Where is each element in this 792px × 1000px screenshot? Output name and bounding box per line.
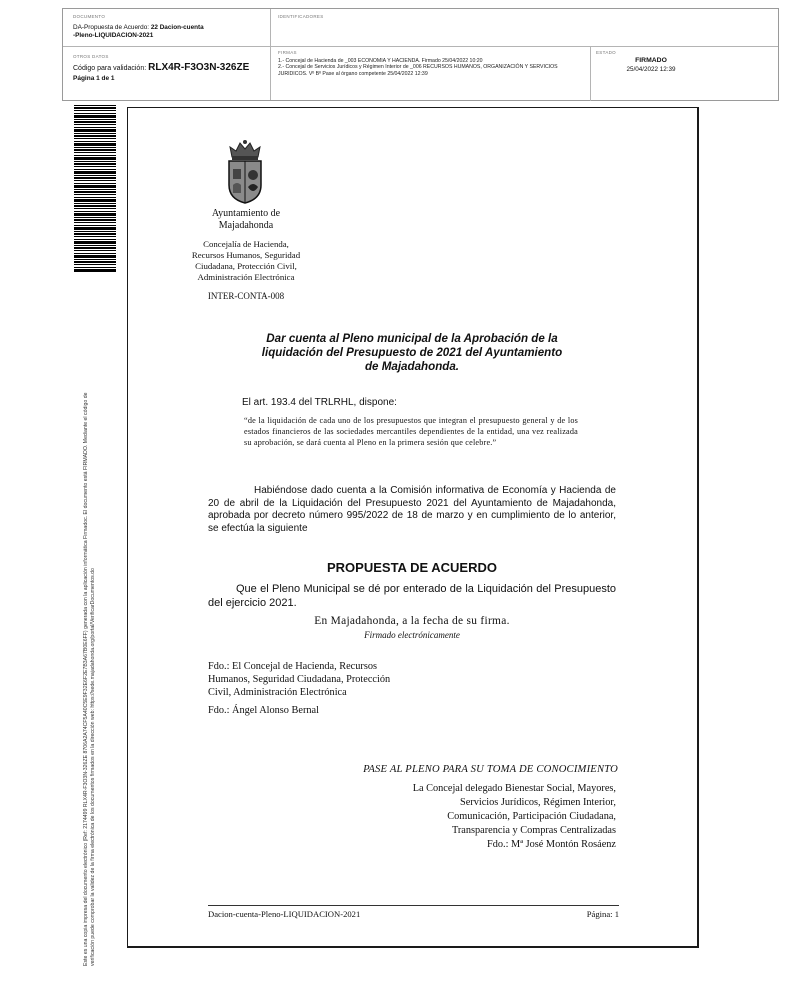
- document-subject: Dar cuenta al Pleno municipal de la Aprobación de la liquidación del Presupuesto de 2021 del Ayuntamiento de Majadahonda.: [261, 332, 563, 373]
- footer-rule: [208, 905, 619, 906]
- signatures-caption: FIRMAS: [278, 50, 297, 55]
- legal-reference: El art. 193.4 del TRLRHL, dispone:: [242, 397, 397, 408]
- first-signer-position: Fdo.: El Concejal de Hacienda, Recursos Humanos, Seguridad Ciudadana, Protección Civil, Administración Electrónica: [208, 661, 391, 698]
- document-header: [62, 8, 779, 101]
- document-caption: DOCUMENTO: [73, 14, 106, 19]
- second-signer-block: La Concejal delegado Bienestar Social, Mayores, Servicios Jurídicos, Régimen Interior, Comunicación, Participación Ciudadana, Transparencia y Compras Centralizadas Fdo.: Mª José Montón Rosáenz: [316, 782, 616, 852]
- signature-1: 1.- Concejal de Hacienda de _003 ECONOMIA Y HACIENDA. Firmado 25/04/2022 10:20: [278, 58, 483, 64]
- footer-page-number: Página: 1: [586, 909, 619, 919]
- header-divider-v2: [590, 47, 591, 101]
- header-divider-v1: [270, 9, 271, 100]
- pass-to-plenary: PASE AL PLENO PARA SU TOMA DE CONOCIMIENTO: [363, 764, 618, 775]
- signed-electronically: Firmado electrónicamente: [364, 630, 460, 640]
- page-info: Página 1 de 1: [73, 75, 115, 82]
- commission-paragraph: Habiéndose dado cuenta a la Comisión informativa de Economía y Hacienda de 20 de abril de la Liquidación del Presupuesto 2021 del Ayuntamiento de Majadahonda, aprobada por decreto número 995/2022 de 18 de marzo y en cumplimiento de lo anterior, se efectúa la siguiente: [208, 485, 616, 534]
- side-verification-text-2: verificación puede comprobar la validez de la firma electrónica de los documentos firmados en la dirección web: https://sede.majadahonda.org/portal/VerificarDocumentos.do: [90, 568, 96, 966]
- department-name: Concejalía de Hacienda, Recursos Humanos, Seguridad Ciudadana, Protección Civil, Administración Electrónica: [191, 239, 301, 282]
- other-data-caption: OTROS DATOS: [73, 54, 109, 59]
- second-signer-name: Fdo.: Mª José Montón Rosáenz: [487, 839, 616, 850]
- reference-code: INTER-CONTA-008: [207, 291, 285, 301]
- organization-name: Ayuntamiento de Majadahonda: [211, 208, 281, 231]
- state-caption: ESTADO: [596, 50, 616, 55]
- proposal-heading: PROPUESTA DE ACUERDO: [327, 560, 497, 575]
- document-title: DA-Propuesta de Acuerdo: 22 Dacion-cuenta -Pleno-LIQUIDACION-2021: [73, 24, 204, 39]
- barcode: [74, 105, 116, 272]
- validation-code[interactable]: Código para validación: RLX4R-F3O3N-326ZE: [73, 62, 250, 73]
- first-signer-name: Fdo.: Ángel Alonso Bernal: [208, 705, 319, 716]
- state-date: 25/04/2022 12:39: [626, 66, 676, 73]
- legal-quote: “de la liquidación de cada uno de los presupuestos que integran el presupuesto general y de los estados financieros de las sociedades mercantiles dependientes de la entidad, una vez realizada su aprobación, se dará cuenta al Pleno en la primera sesión que celebre.”: [244, 416, 578, 447]
- side-verification-text-1: Este es una copia impresa del documento electrónico (Ref: 2174499 RLX4R-F3O3N-326ZE 8706A2A74CF5A40C5E9F32E6F2E7B3A67B0E6FF) generada con la aplicación informática Firmadoc. El documento está FIRMADO. Mediante el código de: [83, 392, 89, 966]
- place-date: En Majadahonda, a la fecha de su firma.: [314, 615, 510, 627]
- header-divider-h: [63, 46, 778, 47]
- identifiers-caption: IDENTIFICADORES: [278, 14, 324, 19]
- state-value: FIRMADO: [635, 57, 667, 64]
- proposal-text: Que el Pleno Municipal se dé por enterado de la Liquidación del Presupuesto del ejercicio 2021.: [208, 583, 616, 609]
- footer-filename: Dacion-cuenta-Pleno-LIQUIDACION-2021: [208, 909, 361, 919]
- signature-2: 2.- Concejal de Servicios Jurídicos y Régimen Interior de _006 RECURSOS HUMANOS, ORGANIZACIÓN Y SERVICIOS JURIDICOS. Vº Bº Pase al órgano competente 25/04/2022 12:39: [278, 64, 558, 77]
- signatures-list: [278, 58, 583, 77]
- municipal-crest-icon: [224, 139, 266, 205]
